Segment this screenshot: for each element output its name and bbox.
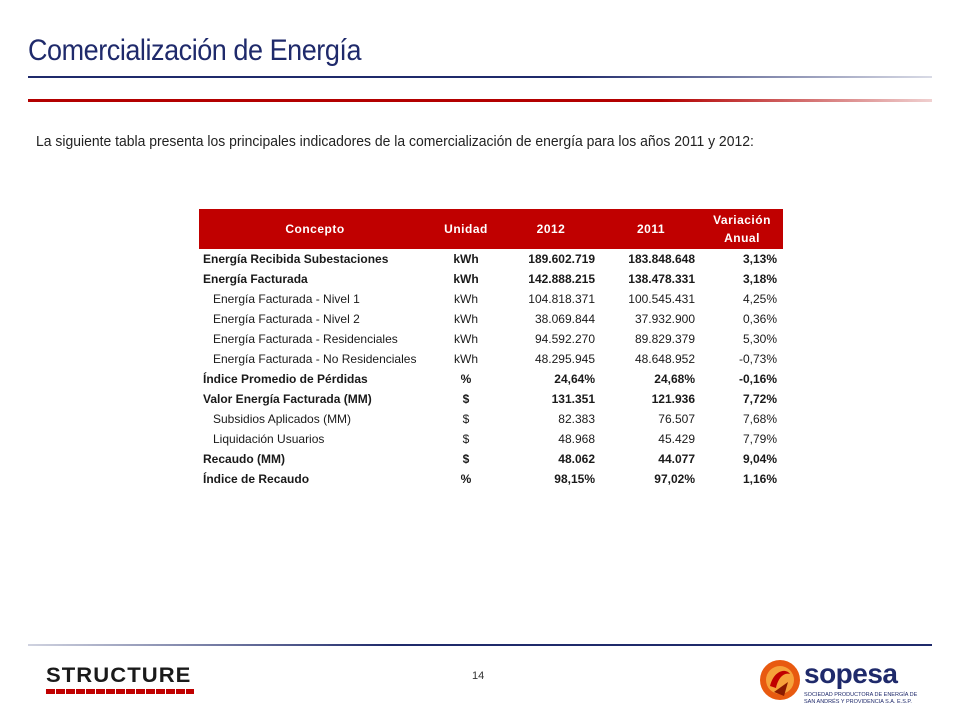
cell-concepto: Energía Facturada — [203, 272, 308, 286]
cell-2012: 48.062 — [558, 452, 595, 466]
cell-2012: 98,15% — [554, 472, 595, 486]
cell-variacion: 3,13% — [742, 252, 777, 266]
header-variacion-line1: Variación — [713, 213, 771, 227]
indicators-table — [199, 209, 783, 489]
cell-variacion: 3,18% — [742, 272, 777, 286]
cell-concepto: Energía Recibida Subestaciones — [203, 252, 389, 266]
header-2012: 2012 — [501, 209, 601, 249]
cell-unidad: % — [460, 372, 472, 386]
table-row — [199, 329, 783, 349]
cell-variacion: 4,25% — [742, 292, 777, 306]
cell-2011: 48.648.952 — [634, 352, 695, 366]
page-number: 14 — [472, 670, 485, 682]
cell-2012: 24,64% — [554, 372, 595, 386]
cell-variacion: 0,36% — [742, 312, 777, 326]
cell-2011: 44.077 — [658, 452, 695, 466]
cell-concepto: Energía Facturada - No Residenciales — [213, 352, 417, 366]
cell-unidad: kWh — [454, 332, 478, 346]
cell-2011: 97,02% — [654, 472, 695, 486]
intro-text: La siguiente tabla presenta los principales indicadores de la comercialización de energía para los años 2011 y 2012: — [36, 133, 754, 150]
table-header-row — [199, 209, 783, 249]
page-title: Comercialización de Energía — [28, 34, 362, 67]
table-row — [199, 349, 783, 369]
cell-variacion: 1,16% — [742, 472, 777, 486]
cell-unidad: $ — [462, 452, 470, 466]
table-row — [199, 429, 783, 449]
sopesa-logo — [758, 656, 938, 708]
structure-logo-text: STRUCTURE — [46, 664, 192, 687]
cell-concepto: Índice Promedio de Pérdidas — [203, 372, 368, 386]
header-divider-red — [28, 99, 932, 102]
footer-divider — [28, 644, 932, 646]
cell-2012: 48.295.945 — [534, 352, 595, 366]
structure-logo — [46, 664, 196, 694]
table-row — [199, 289, 783, 309]
cell-concepto: Recaudo (MM) — [203, 452, 285, 466]
table-row — [199, 389, 783, 409]
cell-unidad: kWh — [453, 252, 479, 266]
header-2011: 2011 — [601, 209, 701, 249]
cell-variacion: 7,79% — [742, 432, 777, 446]
cell-2011: 24,68% — [654, 372, 695, 386]
cell-concepto: Subsidios Aplicados (MM) — [213, 412, 352, 426]
cell-unidad: $ — [462, 432, 470, 446]
table-row — [199, 469, 783, 489]
cell-unidad: kWh — [454, 352, 478, 366]
cell-concepto: Valor Energía Facturada (MM) — [203, 392, 372, 406]
cell-2012: 48.968 — [558, 432, 595, 446]
header-variacion — [701, 209, 783, 249]
sopesa-sub-line2: SAN ANDRÉS Y PROVIDENCIA S.A. E.S.P. — [804, 699, 912, 705]
sopesa-sub-line1: SOCIEDAD PRODUCTORA DE ENERGÍA DE — [804, 692, 918, 698]
cell-2011: 121.936 — [651, 392, 695, 406]
cell-2011: 89.829.379 — [634, 332, 695, 346]
cell-2011: 37.932.900 — [634, 312, 695, 326]
cell-2011: 183.848.648 — [628, 252, 695, 266]
cell-variacion: 7,68% — [742, 412, 777, 426]
cell-2012: 94.592.270 — [534, 332, 595, 346]
cell-unidad: kWh — [453, 272, 479, 286]
table-row — [199, 249, 783, 269]
cell-concepto: Liquidación Usuarios — [213, 432, 325, 446]
cell-2011: 45.429 — [658, 432, 695, 446]
header-variacion-line2: Anual — [724, 231, 760, 245]
table-row — [199, 449, 783, 469]
table-row — [199, 269, 783, 289]
cell-concepto: Energía Facturada - Nivel 1 — [213, 292, 360, 306]
sopesa-logo-text: sopesa — [804, 658, 898, 689]
cell-concepto: Energía Facturada - Residenciales — [213, 332, 398, 346]
sopesa-logo-subtitle — [804, 692, 938, 706]
cell-variacion: 7,72% — [742, 392, 777, 406]
structure-logo-bar — [46, 689, 194, 694]
cell-variacion: -0,73% — [738, 352, 777, 366]
cell-2012: 104.818.371 — [528, 292, 595, 306]
table-row — [199, 309, 783, 329]
table-row — [199, 369, 783, 389]
cell-concepto: Energía Facturada - Nivel 2 — [213, 312, 360, 326]
header-concepto: Concepto — [199, 209, 431, 249]
cell-2011: 100.545.431 — [628, 292, 695, 306]
table-row — [199, 409, 783, 429]
header-divider-blue — [28, 76, 932, 78]
cell-variacion: -0,16% — [738, 372, 777, 386]
cell-unidad: kWh — [454, 292, 478, 306]
cell-2012: 189.602.719 — [528, 252, 595, 266]
cell-variacion: 5,30% — [742, 332, 777, 346]
cell-unidad: $ — [462, 412, 470, 426]
cell-2012: 131.351 — [551, 392, 595, 406]
cell-concepto: Índice de Recaudo — [203, 472, 310, 486]
cell-2011: 76.507 — [658, 412, 695, 426]
cell-2012: 142.888.215 — [528, 272, 595, 286]
sopesa-emblem-icon — [758, 656, 802, 706]
cell-unidad: kWh — [454, 312, 478, 326]
cell-2012: 82.383 — [558, 412, 595, 426]
cell-unidad: % — [460, 472, 472, 486]
cell-2012: 38.069.844 — [534, 312, 595, 326]
header-unidad: Unidad — [431, 209, 501, 249]
cell-variacion: 9,04% — [742, 452, 777, 466]
cell-unidad: $ — [462, 392, 470, 406]
cell-2011: 138.478.331 — [628, 272, 695, 286]
